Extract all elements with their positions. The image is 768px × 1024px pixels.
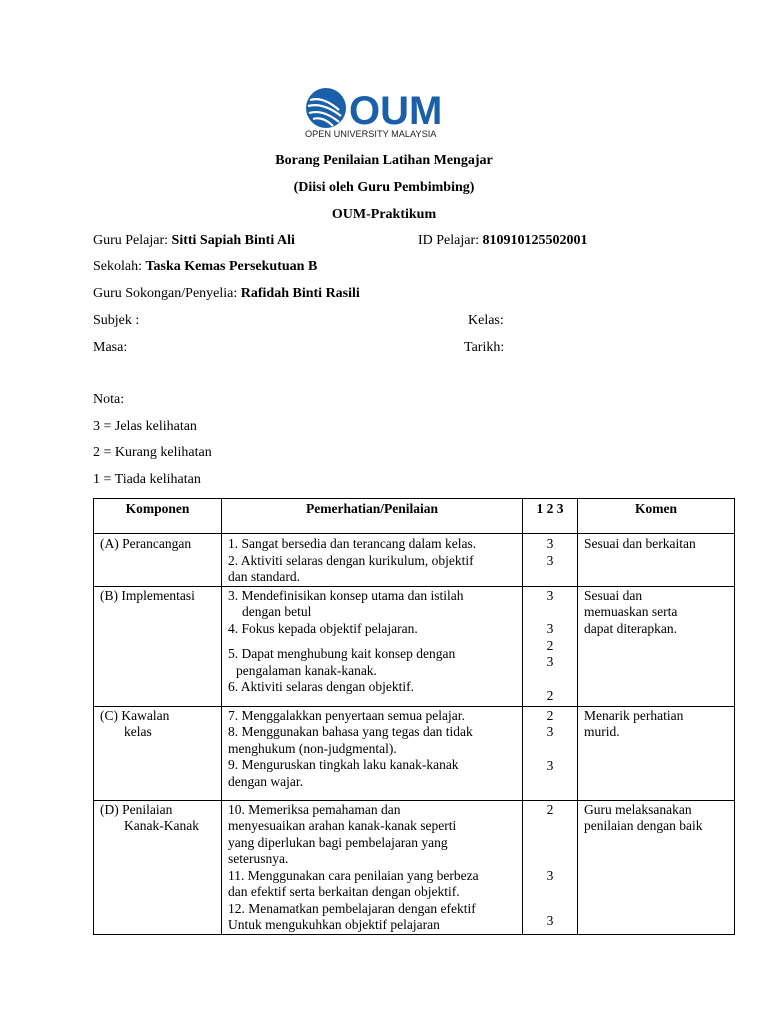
nota-item-3: 3 = Jelas kelihatan <box>93 419 197 434</box>
item-text: 6. Aktiviti selaras dengan objektif. <box>228 679 414 694</box>
penyelia-label: Guru Sokongan/Penyelia: <box>93 286 241 301</box>
item-text: yang diperlukan bagi pembelajaran yang <box>228 834 448 850</box>
item-text: 1. Sangat bersedia dan terancang dalam kelas. <box>228 536 477 551</box>
oum-logo <box>303 86 463 142</box>
item-text: dan standard. <box>228 569 300 584</box>
form-subtitle: (Diisi oleh Guru Pembimbing) <box>293 180 475 195</box>
form-subtitle-2: OUM-Praktikum <box>331 207 437 222</box>
komen-text: Sesuai dan berkaitan <box>584 536 696 551</box>
subjek-label: Subjek : <box>93 313 140 328</box>
table-header-row <box>94 499 735 534</box>
skor-cell <box>523 800 578 934</box>
guru-pelajar-field <box>93 233 295 249</box>
table-row <box>94 800 735 934</box>
item-text: 9. Menguruskan tingkah laku kanak-kanak <box>228 757 459 772</box>
komponen-label: (C) Kawalan <box>100 707 170 723</box>
nota-heading: Nota: <box>93 392 125 407</box>
komponen-cell <box>94 534 222 587</box>
item-text: dengan wajar. <box>228 773 303 789</box>
item-text: pengalaman kanak-kanak. <box>236 662 377 678</box>
nota-item-2: 2 = Kurang kelihatan <box>93 445 212 460</box>
pemerhatian-cell <box>222 586 523 706</box>
item-text: 4. Fokus kepada objektif pelajaran. <box>228 620 418 636</box>
nota-item-1: 1 = Tiada kelihatan <box>93 472 201 487</box>
pemerhatian-cell <box>222 706 523 800</box>
header-komen: Komen <box>578 499 735 534</box>
score-value: 2 <box>546 707 554 723</box>
penilaian-table <box>93 498 735 935</box>
skor-cell <box>523 586 578 706</box>
komponen-label: (B) Implementasi <box>100 587 195 603</box>
logo-brand: OUM <box>349 89 443 133</box>
skor-cell <box>523 706 578 800</box>
score-value: 2 <box>546 687 554 703</box>
score-value: 3 <box>546 552 554 568</box>
score-value: 3 <box>546 757 554 773</box>
table-row <box>94 706 735 800</box>
komponen-label: (A) Perancangan <box>100 536 192 551</box>
pemerhatian-cell <box>222 800 523 934</box>
guru-pelajar-label: Guru Pelajar: <box>93 233 172 248</box>
score-value: 3 <box>546 536 554 551</box>
komponen-cell <box>94 586 222 706</box>
item-text: 10. Memeriksa pemahaman dan <box>228 801 401 817</box>
komen-cell <box>578 534 735 587</box>
item-text: menghukum (non-judgmental). <box>228 740 397 756</box>
komponen-label: Kanak-Kanak <box>124 818 199 833</box>
score-value: 3 <box>546 587 554 603</box>
skor-cell <box>523 534 578 587</box>
score-value: 3 <box>546 912 554 928</box>
table-row <box>94 586 735 706</box>
item-text: dan efektif serta berkaitan dengan objektif. <box>228 884 460 899</box>
item-text: 3. Mendefinisikan konsep utama dan istilah <box>228 587 464 603</box>
score-value: 3 <box>546 724 554 739</box>
penyelia-value: Rafidah Binti Rasili <box>240 286 360 301</box>
komen-cell <box>578 586 735 706</box>
tarikh-label: Tarikh: <box>464 340 505 355</box>
komponen-cell <box>94 706 222 800</box>
item-text: 5. Dapat menghubung kait konsep dengan <box>228 646 456 661</box>
header-pemerhatian: Pemerhatian/Penilaian <box>222 499 523 534</box>
sekolah-label: Sekolah: <box>93 259 146 274</box>
komponen-label: kelas <box>124 724 152 739</box>
item-text: 8. Menggunakan bahasa yang tegas dan tidak <box>228 724 473 739</box>
sekolah-value: Taska Kemas Persekutuan B <box>145 259 318 274</box>
id-pelajar-label: ID Pelajar: <box>418 233 483 248</box>
guru-pelajar-value: Sitti Sapiah Binti Ali <box>171 233 295 248</box>
score-value: 3 <box>546 868 554 883</box>
item-text: 12. Menamatkan pembelajaran dengan efektif <box>228 900 476 916</box>
penyelia-field <box>93 286 360 302</box>
pemerhatian-cell <box>222 534 523 587</box>
score-value: 2 <box>546 637 554 653</box>
komponen-label: (D) Penilaian <box>100 801 173 817</box>
komen-text: penilaian dengan baik <box>584 818 703 833</box>
komen-text: Guru melaksanakan <box>584 801 692 817</box>
komen-text: murid. <box>584 724 620 739</box>
kelas-label: Kelas: <box>468 313 504 328</box>
masa-label: Masa: <box>93 340 128 355</box>
header-skor: 1 2 3 <box>523 499 578 534</box>
score-value: 2 <box>546 801 554 817</box>
item-text: menyesuaikan arahan kanak-kanak seperti <box>228 818 457 833</box>
score-value: 3 <box>546 621 554 636</box>
table-row <box>94 534 735 587</box>
komen-cell <box>578 706 735 800</box>
komen-text: Menarik perhatian <box>584 707 684 723</box>
logo-tagline: OPEN UNIVERSITY MALAYSIA <box>305 129 437 139</box>
header-komponen: Komponen <box>94 499 222 534</box>
item-text: seterusnya. <box>228 851 289 866</box>
komen-cell <box>578 800 735 934</box>
item-text: 11. Menggunakan cara penilaian yang berbeza <box>228 867 479 883</box>
komponen-cell <box>94 800 222 934</box>
sekolah-field <box>93 259 317 275</box>
id-pelajar-value: 810910125502001 <box>482 233 588 248</box>
score-value: 3 <box>546 654 554 669</box>
form-title: Borang Penilaian Latihan Mengajar <box>275 153 493 168</box>
item-text: dengan betul <box>242 604 312 619</box>
komen-text: Sesuai dan <box>584 587 643 603</box>
id-pelajar-field <box>418 233 588 249</box>
item-text: 2. Aktiviti selaras dengan kurikulum, objektif <box>228 552 474 568</box>
komen-text: dapat diterapkan. <box>584 620 677 636</box>
item-text: Untuk mengukuhkan objektif pelajaran <box>228 917 440 932</box>
komen-text: memuaskan serta <box>584 604 678 619</box>
item-text: 7. Menggalakkan penyertaan semua pelajar. <box>228 707 465 723</box>
